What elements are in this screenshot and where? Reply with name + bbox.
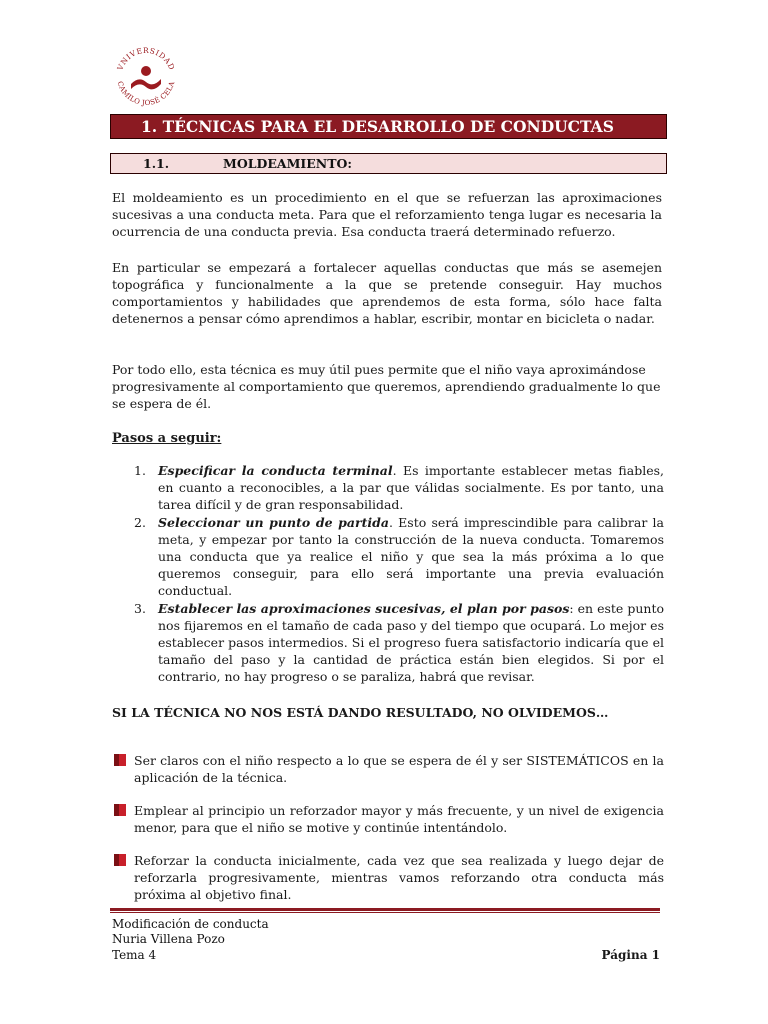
step-number: 3. — [134, 601, 146, 616]
bullet-square-icon — [114, 754, 126, 766]
subsection-heading — [110, 153, 667, 174]
bullet-text: Emplear al principio un reforzador mayor y más frecuente, y un nivel de exigencia menor, para que el niño se motive y continúe intentándolo. — [134, 803, 664, 835]
section-heading-text: 1. TÉCNICAS PARA EL DESARROLLO DE CONDUCTAS — [141, 117, 614, 136]
bullet-square-icon — [114, 804, 126, 816]
step-item — [112, 514, 664, 599]
footer-topic: Tema 4 — [112, 948, 157, 962]
paragraph-3: Por todo ello, esta técnica es muy útil pues permite que el niño vaya aproximándose progresivamente al comportamiento que queremos, aprendiendo gradualmente lo que se espera de él. — [112, 362, 661, 411]
subsection-title: MOLDEAMIENTO: — [223, 156, 353, 171]
seal-text-top: VNIVERSIDAD — [115, 45, 177, 72]
step-text: . Esto será imprescindible para calibrar la meta, y empezar por tanto la construcción de la nueva conducta. Tomaremos una conducta que ya realice el niño y que sea la más próxima a lo que queremos conseguir, para ello será importante una previa evaluación conductual. — [158, 515, 664, 598]
step-text: : en este punto nos fijaremos en el tamaño de cada paso y del tiempo que ocupará. Lo mejor es establecer pasos intermedios. Si el progreso fuera satisfactorio indicaría que el tamaño del paso y la cantidad de práctica están bien elegidos. Si por el contrario, no hay progreso o se paraliza, habrá que revisar. — [158, 601, 664, 684]
step-text: . Es importante establecer metas fiables, en cuanto a reconocibles, a la par que válidas socialmente. Es por tanto, una tarea difícil y de gran responsabilidad. — [158, 463, 664, 512]
footer-author: Nuria Villena Pozo — [112, 932, 225, 946]
paragraph-2: En particular se empezará a fortalecer aquellas conductas que más se asemejen topográfica y funcionalmente a la que se pretende conseguir. Hay muchos comportamientos y habilidades que aprendemos de esta forma, sólo hace falta detenernos a pensar cómo aprendimos a hablar, escribir, montar en bicicleta o nadar. — [112, 260, 662, 326]
university-seal-icon — [111, 42, 181, 112]
bullet-item — [112, 852, 664, 903]
footer-divider — [110, 908, 660, 911]
bullet-text: Ser claros con el niño respecto a lo que se espera de él y ser SISTEMÁTICOS en la aplicación de la técnica. — [134, 753, 664, 785]
page-number: Página 1 — [601, 948, 660, 962]
step-number: 1. — [134, 463, 146, 478]
paragraph-1: El moldeamiento es un procedimiento en el que se refuerzan las aproximaciones sucesivas a una conducta meta. Para que el reforzamiento tenga lugar es necesaria la ocurrencia de una conducta previa. Esa conducta traerá determinado refuerzo. — [112, 190, 662, 239]
bullet-square-icon — [114, 854, 126, 866]
step-item — [112, 600, 664, 685]
step-lead: Establecer las aproximaciones sucesivas, el plan por pasos — [158, 601, 570, 616]
seal-text-bottom: CAMILO JOSÉ CELA — [115, 80, 177, 108]
step-lead: Seleccionar un punto de partida — [158, 515, 389, 530]
bullet-item — [112, 752, 664, 786]
step-number: 2. — [134, 515, 146, 530]
step-lead: Especificar la conducta terminal — [158, 463, 393, 478]
subsection-number: 1.1. — [143, 156, 170, 171]
steps-heading: Pasos a seguir: — [112, 431, 222, 446]
footer-course: Modificación de conducta — [112, 917, 269, 931]
bullet-text: Reforzar la conducta inicialmente, cada vez que sea realizada y luego dejar de reforzarla progresivamente, mientras vamos reforzando otra conducta más próxima al objetivo final. — [134, 853, 664, 902]
step-item — [112, 462, 664, 513]
bullet-item — [112, 802, 664, 836]
warning-heading: SI LA TÉCNICA NO NOS ESTÁ DANDO RESULTADO, NO OLVIDEMOS… — [112, 705, 609, 720]
footer-divider-thin — [110, 912, 660, 913]
section-heading — [110, 114, 667, 139]
